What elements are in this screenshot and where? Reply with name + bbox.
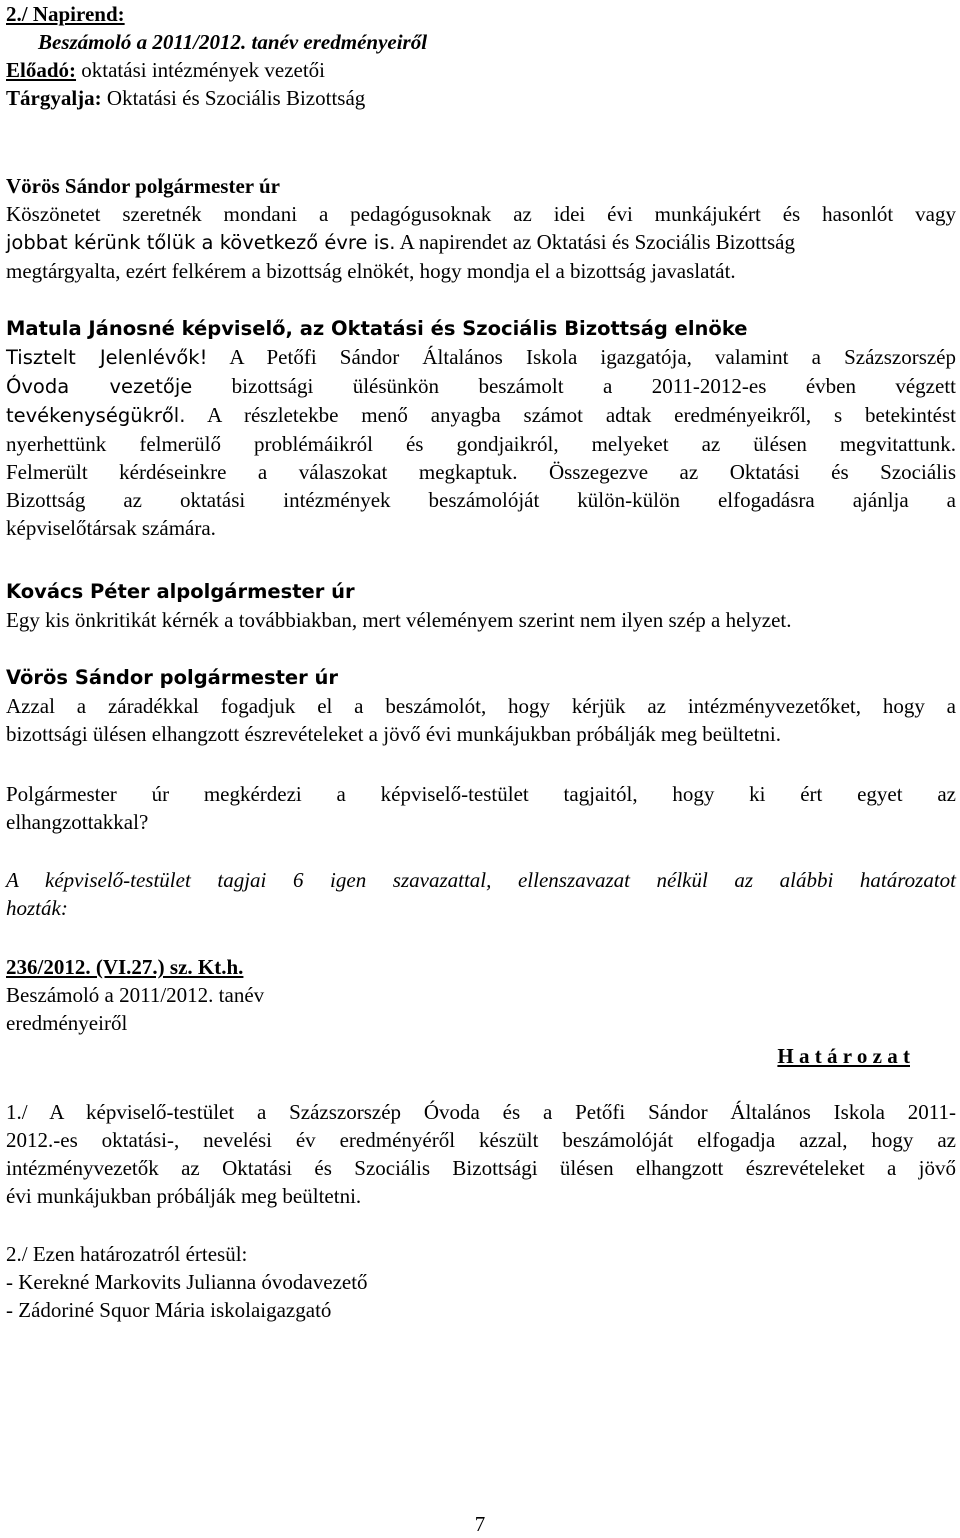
- notify-heading: 2./ Ezen határozatról értesül:: [6, 1242, 248, 1266]
- speech-committee-chair: [6, 315, 956, 542]
- page-number: 7: [474, 1512, 486, 1536]
- resolution-line: intézményvezetők az Oktatási és Szociális Bizottsági ülésen elhangzott észrevételeket a jövő: [6, 1156, 956, 1180]
- resolution-number: 236/2012. (VI.27.) sz. Kt.h.: [6, 955, 244, 979]
- discussed-value: Oktatási és Szociális Bizottság: [101, 86, 366, 110]
- vote-result: [6, 866, 956, 922]
- agenda-header: [6, 0, 956, 112]
- speech-line: Bizottság az oktatási intézmények beszámolóját külön-külön elfogadásra ajánlja a: [6, 488, 956, 512]
- speech-mayor-2: [6, 664, 956, 748]
- speaker-name: Vörös Sándor polgármester úr: [6, 666, 339, 689]
- resolution-line: 2012.-es oktatási-, nevelési év eredményéről készült beszámolóját elfogadja azzal, hogy az: [6, 1128, 956, 1152]
- speech-line: bizottsági ülésünkön beszámolt a 2011-2012-es évben végzett: [192, 374, 956, 398]
- speech-deputy-mayor: [6, 578, 956, 634]
- resolution-heading-wrap: [6, 1042, 956, 1070]
- speech-line: Egy kis önkritikát kérnék a továbbiakban, mert véleményem szerint nem ilyen szép a helyzet.: [6, 608, 792, 632]
- vote-line: hozták:: [6, 896, 68, 920]
- agenda-heading: 2./ Napirend:: [6, 2, 125, 26]
- question-line: Polgármester úr megkérdezi a képviselő-testület tagjaitól, hogy ki ért egyet az: [6, 782, 956, 806]
- mayor-question: [6, 780, 956, 836]
- resolution-point-1: [6, 1098, 956, 1210]
- presenter-label: Előadó:: [6, 58, 77, 82]
- speech-mayor-1: [6, 172, 956, 285]
- speech-line: Köszönetet szeretnék mondani a pedagógusoknak az idei évi munkájukért és hasonlót vagy: [6, 202, 956, 226]
- speech-line-sans: Óvoda vezetője: [6, 375, 193, 398]
- speaker-name: Kovács Péter alpolgármester úr: [6, 580, 355, 603]
- speech-line: A részletekbe menő anyagba számot adtak eredményeikről, s betekintést: [185, 403, 956, 427]
- discussed-label: Tárgyalja:: [6, 86, 102, 110]
- speech-line: képviselőtársak számára.: [6, 516, 216, 540]
- speaker-name: Matula Jánosné képviselő, az Oktatási és Szociális Bizottság elnöke: [6, 317, 748, 340]
- speech-line-sans: jobbat kérünk tőlük a következő évre is.: [6, 231, 396, 254]
- resolution: [6, 953, 956, 1037]
- speech-line-sans: tevékenységükről.: [6, 404, 186, 427]
- resolution-subject: eredményeiről: [6, 1011, 128, 1035]
- resolution-heading: H a t á r o z a t: [777, 1044, 910, 1068]
- speech-line: bizottsági ülésen elhangzott észrevételeket a jövő évi munkájukban próbálják meg beültetni.: [6, 722, 781, 746]
- recipient-item: - Kerekné Markovits Julianna óvodavezető: [6, 1270, 368, 1294]
- resolution-subject: Beszámoló a 2011/2012. tanév: [6, 983, 265, 1007]
- speaker-name: Vörös Sándor polgármester úr: [6, 174, 280, 198]
- recipient-item: - Zádoriné Squor Mária iskolaigazgató: [6, 1298, 332, 1322]
- speech-line: A napirendet az Oktatási és Szociális Bizottság: [395, 230, 795, 254]
- resolution-point-2: [6, 1240, 956, 1324]
- resolution-line: évi munkájukban próbálják meg beültetni.: [6, 1184, 362, 1208]
- speech-line: Azzal a záradékkal fogadjuk el a beszámolót, hogy kérjük az intézményvezetőket, hogy a: [6, 694, 956, 718]
- greeting: Tisztelt Jelenlévők!: [6, 346, 208, 369]
- speech-line: nyerhettünk felmerülő problémáikról és gondjaikról, melyeket az ülésen megvitattunk.: [6, 432, 956, 456]
- vote-line: A képviselő-testület tagjai 6 igen szavazattal, ellenszavazat nélkül az alábbi határozatot: [6, 868, 956, 892]
- speech-line: A Petőfi Sándor Általános Iskola igazgatója, valamint a Százszorszép: [207, 345, 957, 369]
- resolution-line: 1./ A képviselő-testület a Százszorszép Óvoda és a Petőfi Sándor Általános Iskola 2011-: [6, 1100, 956, 1124]
- question-line: elhangzottakkal?: [6, 810, 149, 834]
- presenter-value: oktatási intézmények vezetői: [76, 58, 326, 82]
- agenda-title: Beszámoló a 2011/2012. tanév eredményeiről: [38, 30, 428, 54]
- speech-line: Felmerült kérdéseinkre a válaszokat megkaptuk. Összegezve az Oktatási és Szociális: [6, 460, 956, 484]
- speech-line: megtárgyalta, ezért felkérem a bizottság elnökét, hogy mondja el a bizottság javaslatát.: [6, 259, 736, 283]
